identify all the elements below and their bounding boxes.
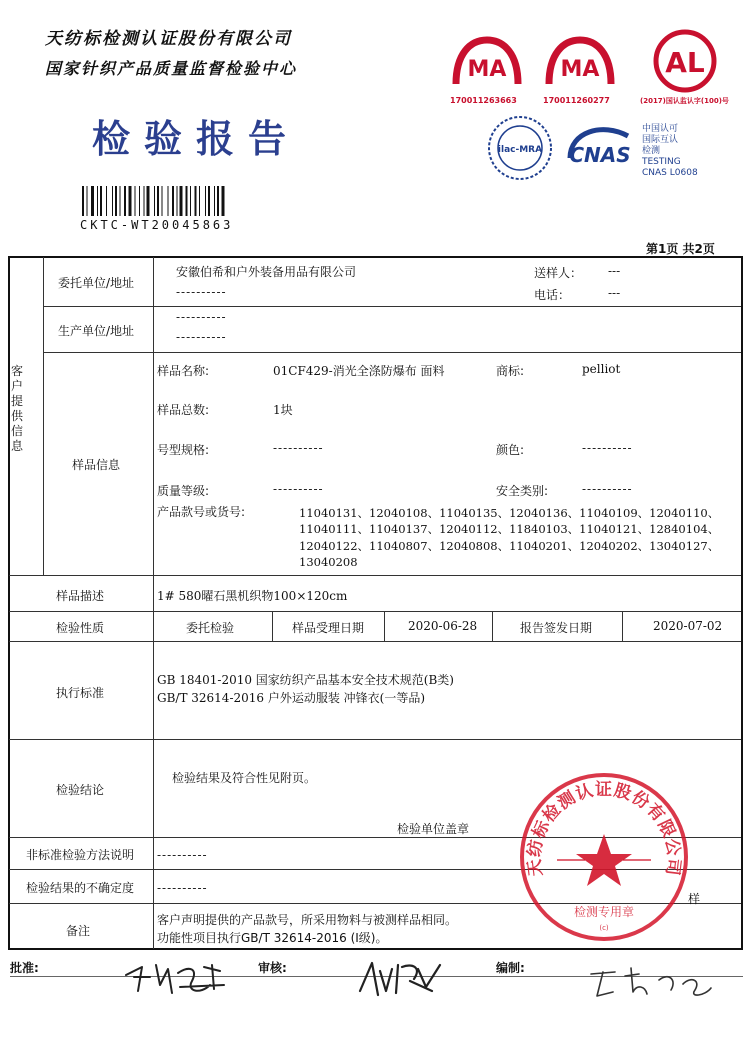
barcode-bar — [120, 186, 121, 216]
nature-label: 检验性质 — [56, 621, 105, 635]
safety-label: 安全类别: — [496, 484, 549, 498]
model-label: 号型规格: — [157, 443, 210, 457]
official-stamp — [517, 770, 691, 944]
barcode-bar — [172, 186, 174, 216]
issued-date-label: 报告签发日期 — [520, 621, 593, 635]
rule — [622, 611, 623, 641]
cnas-line: TESTING — [642, 157, 681, 167]
sample-name-label: 样品名称: — [157, 364, 210, 378]
rule — [384, 611, 385, 641]
cnas-text: CNAS — [569, 143, 631, 167]
remarks-line: 客户声明提供的产品款号，所采用物料与被测样品相同。 — [157, 913, 458, 927]
conclusion-text: 检验结果及符合性见附页。 — [172, 771, 317, 785]
nature-value: 委托检验 — [186, 621, 235, 635]
ma-logo-2 — [545, 34, 615, 90]
barcode-bar — [87, 186, 88, 216]
stamp-center-text: 检测专用章 — [573, 905, 635, 919]
sample-info-label: 样品信息 — [72, 458, 121, 472]
rule — [272, 611, 273, 641]
stamp-ring-text: 天纺标检测认证股份有限公司 — [524, 779, 684, 878]
item-numbers-line: 11040131、12040108、11040135、12040136、11040109、12040110、 — [299, 506, 720, 520]
barcode-bar — [82, 186, 84, 216]
cnas-logo — [562, 118, 640, 184]
sample-count-label: 样品总数: — [157, 403, 210, 417]
barcode — [82, 186, 270, 216]
producer-label: 生产单位/地址 — [58, 324, 135, 338]
reviewer-signature — [352, 955, 448, 1001]
cnas-line: 检测 — [642, 146, 661, 156]
cnas-caption — [642, 124, 698, 179]
rule — [492, 611, 493, 641]
barcode-bar — [91, 186, 94, 216]
ilac-text: ilac-MRA — [497, 145, 543, 155]
barcode-bar — [208, 186, 210, 216]
standard-line: GB 18401-2010 国家纺织产品基本安全技术规范(B类) — [157, 673, 454, 687]
barcode-bar — [180, 186, 183, 216]
ma-number-2: 170011260277 — [543, 96, 610, 105]
color-value: ---------- — [582, 441, 633, 455]
barcode-bar — [190, 186, 191, 216]
sender-label: 送样人： — [534, 266, 583, 280]
sample-count-value: 1块 — [273, 403, 293, 417]
brand-value: pelliot — [582, 362, 621, 376]
phone-value: --- — [608, 286, 621, 300]
received-date-label: 样品受理日期 — [292, 621, 365, 635]
stamp-note: 检验单位盖章 — [397, 822, 470, 836]
company-name: 天纺标检测认证股份有限公司 — [45, 29, 292, 49]
cnas-line: 国际互认 — [642, 135, 679, 145]
barcode-bar — [112, 186, 113, 216]
barcode-bar — [168, 186, 169, 216]
color-label: 颜色: — [496, 443, 525, 457]
description-value: 1# 580曜石黑机织物100×120cm — [157, 589, 348, 603]
barcode-bar — [144, 186, 145, 216]
producer-address: ---------- — [176, 330, 227, 344]
entrust-label: 委托单位/地址 — [58, 276, 135, 290]
received-date-value: 2020-06-28 — [408, 619, 478, 633]
barcode-bar — [157, 186, 159, 216]
uncertainty-label: 检验结果的不确定度 — [26, 881, 135, 895]
rule — [153, 257, 154, 949]
report-code: CKTC-WT20045863 — [80, 218, 234, 232]
safety-value: ---------- — [582, 482, 633, 496]
barcode-bar — [129, 186, 132, 216]
barcode-bar — [214, 186, 215, 216]
brand-label: 商标: — [496, 364, 525, 378]
rule — [9, 739, 741, 740]
item-numbers-label: 产品款号或货号: — [157, 505, 246, 519]
svg-text:MA: MA — [467, 57, 507, 82]
entrust-address: ---------- — [176, 285, 227, 299]
client-info-side-label: 客户提供信息 — [10, 364, 23, 453]
rule — [43, 257, 44, 575]
barcode-bar — [199, 186, 200, 216]
model-value: ---------- — [273, 441, 324, 455]
barcode-bar — [100, 186, 102, 216]
issued-date-value: 2020-07-02 — [653, 619, 723, 633]
rule — [9, 575, 741, 576]
page-info: 第1页 共2页 — [646, 242, 715, 256]
nonstandard-label: 非标准检验方法说明 — [26, 848, 135, 862]
report-title: 检验报告 — [92, 117, 301, 161]
conclusion-label: 检验结论 — [56, 783, 105, 797]
item-numbers-line: 12040122、11040807、12040808、11040201、12040202、13040127、 — [299, 539, 720, 553]
ma-number-1: 170011263663 — [450, 96, 517, 105]
ma-logo-1 — [452, 34, 522, 90]
standard-line: GB/T 32614-2016 户外运动服装 冲锋衣(一等品) — [157, 691, 426, 705]
producer-name: ---------- — [176, 310, 227, 324]
remarks-trailing: 样 — [688, 892, 701, 906]
item-numbers-line: 11040111、11040137、12040112、11840103、11040121、12840104、 — [299, 522, 720, 536]
stamp-small-text: (c) — [599, 924, 609, 932]
cnas-line: 中国认可 — [642, 124, 679, 134]
compiler-signature — [585, 962, 717, 1002]
barcode-bar — [124, 186, 126, 216]
barcode-bar — [115, 186, 117, 216]
rule — [43, 352, 741, 353]
approver-signature — [120, 955, 230, 1001]
sample-name-value: 01CF429-消光全涤防爆布 面料 — [273, 364, 445, 378]
approve-label: 批准: — [10, 961, 39, 975]
sender-value: --- — [608, 264, 621, 278]
barcode-bar — [222, 186, 225, 216]
review-label: 审核: — [258, 961, 287, 975]
svg-text:AL: AL — [665, 46, 705, 79]
rule — [9, 611, 741, 612]
item-numbers-line: 13040208 — [299, 555, 358, 569]
nonstandard-value: ---------- — [157, 848, 208, 862]
barcode-bar — [162, 186, 163, 216]
rule — [9, 641, 741, 642]
barcode-bar — [205, 186, 206, 216]
barcode-bar — [217, 186, 219, 216]
entrust-name: 安徽伯希和户外装备用品有限公司 — [176, 265, 357, 279]
standards-label: 执行标准 — [56, 686, 105, 700]
grade-label: 质量等级: — [157, 484, 210, 498]
uncertainty-value: ---------- — [157, 881, 208, 895]
barcode-bar — [154, 186, 155, 216]
center-name: 国家针织产品质量监督检验中心 — [45, 59, 298, 78]
cal-text: (2017)国认监认字(100)号 — [640, 97, 729, 105]
barcode-bar — [139, 186, 140, 216]
description-label: 样品描述 — [56, 589, 105, 603]
cnas-line: CNAS L0608 — [642, 168, 698, 178]
barcode-bar — [186, 186, 188, 216]
svg-text:MA: MA — [560, 57, 600, 82]
barcode-bar — [97, 186, 98, 216]
grade-value: ---------- — [273, 482, 324, 496]
barcode-bar — [147, 186, 150, 216]
barcode-bar — [135, 186, 136, 216]
remarks-line: 功能性项目执行GB/T 32614-2016 (Ⅰ级)。 — [157, 931, 388, 945]
compile-label: 编制: — [496, 961, 525, 975]
barcode-bar — [177, 186, 178, 216]
cal-logo — [650, 28, 720, 94]
remarks-label: 备注 — [66, 924, 91, 938]
barcode-bar — [195, 186, 197, 216]
ilac-mra-logo — [486, 114, 554, 182]
phone-label: 电话： — [534, 288, 571, 302]
barcode-bar — [106, 186, 107, 216]
rule — [43, 306, 741, 307]
